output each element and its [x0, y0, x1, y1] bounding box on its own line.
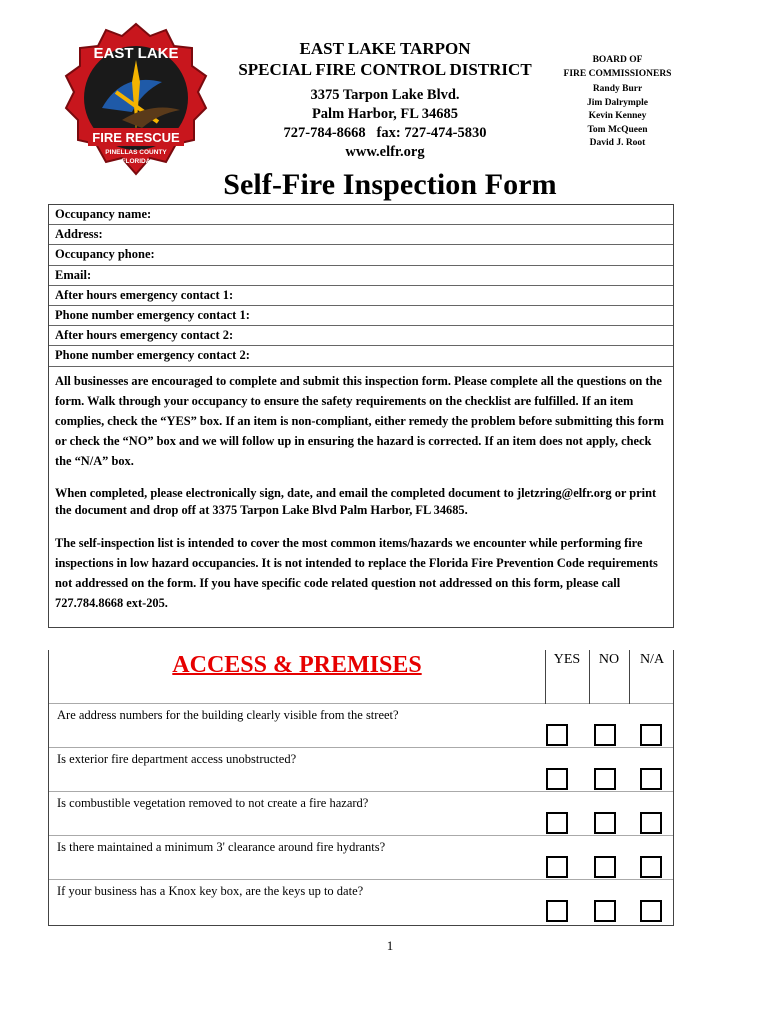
field-emergency-phone-1[interactable]: Phone number emergency contact 1:: [49, 306, 673, 326]
question-text: Is exterior fire department access unobstructed?: [57, 752, 297, 766]
org-city: Palm Harbor, FL 34685: [311, 106, 459, 122]
org-name-line1: EAST LAKE TARPON: [299, 39, 471, 58]
field-email[interactable]: Email:: [49, 266, 673, 286]
yes-checkbox[interactable]: [546, 900, 568, 922]
org-website: www.elfr.org: [345, 144, 425, 160]
question-text: If your business has a Knox key box, are the keys up to date?: [57, 884, 364, 898]
na-checkbox[interactable]: [640, 900, 662, 922]
svg-text:EAST LAKE: EAST LAKE: [93, 45, 179, 62]
section-header: [49, 650, 673, 704]
board-title-line2: FIRE COMMISSIONERS: [563, 68, 672, 79]
form-title: Self-Fire Inspection Form: [223, 168, 557, 201]
section-title: ACCESS & PREMISES: [172, 652, 422, 678]
no-checkbox[interactable]: [594, 768, 616, 790]
no-checkbox[interactable]: [594, 900, 616, 922]
board-member: Tom McQueen: [587, 124, 648, 135]
yes-checkbox[interactable]: [546, 724, 568, 746]
org-phones: 727-784-8668 fax: 727-474-5830: [283, 125, 487, 141]
yes-checkbox[interactable]: [546, 812, 568, 834]
question-text: Are address numbers for the building clearly visible from the street?: [57, 708, 399, 722]
field-emergency-phone-2[interactable]: Phone number emergency contact 2:: [49, 346, 673, 366]
org-street: 3375 Tarpon Lake Blvd.: [310, 87, 460, 103]
column-yes: YES: [553, 652, 581, 667]
question-text: Is there maintained a minimum 3' clearance around fire hydrants?: [57, 840, 386, 854]
no-checkbox[interactable]: [594, 724, 616, 746]
occupancy-info-table: [48, 204, 674, 628]
checklist-row: [49, 704, 673, 748]
yes-checkbox[interactable]: [546, 856, 568, 878]
no-checkbox[interactable]: [594, 812, 616, 834]
checklist-row: [49, 880, 673, 924]
board-member: David J. Root: [589, 138, 646, 148]
board-member: Jim Dalrymple: [587, 97, 648, 108]
board-member: Kevin Kenney: [588, 111, 647, 121]
checklist-row: [49, 792, 673, 836]
instructions-paragraph: The self-inspection list is intended to cover the most common items/hazards we encounter while performing fire inspections in low hazard occupancies. It is not intended to replace the Florida Fire Prevention Code requirements not addressed on the form. If you have specific code related question not addressed on this form, please call 727.784.8668 ext-205.: [55, 535, 658, 610]
field-emergency-contact-1[interactable]: After hours emergency contact 1:: [49, 286, 673, 306]
question-text: Is combustible vegetation removed to not create a fire hazard?: [57, 796, 369, 810]
board-member: Randy Burr: [592, 84, 643, 94]
board-title-line1: BOARD OF: [592, 55, 643, 65]
page-number: 1: [386, 938, 394, 953]
field-emergency-contact-2[interactable]: After hours emergency contact 2:: [49, 326, 673, 346]
instructions-paragraph: When completed, please electronically sign, date, and email the completed document to jletzring@elfr.org or print the document and drop off at 3375 Tarpon Lake Blvd Palm Harbor, FL 34685.: [55, 485, 657, 517]
na-checkbox[interactable]: [640, 856, 662, 878]
svg-text:FLORIDA: FLORIDA: [121, 158, 151, 165]
access-premises-section: [48, 650, 674, 926]
field-address[interactable]: Address:: [49, 225, 673, 245]
no-checkbox[interactable]: [594, 856, 616, 878]
column-no: NO: [598, 652, 620, 667]
field-occupancy-phone[interactable]: Occupancy phone:: [49, 245, 673, 265]
yes-checkbox[interactable]: [546, 768, 568, 790]
svg-text:FIRE RESCUE: FIRE RESCUE: [92, 130, 180, 145]
board-of-commissioners: [555, 54, 680, 151]
organization-header: [215, 38, 555, 162]
checklist-row: [49, 748, 673, 792]
east-lake-fire-rescue-logo: [62, 22, 210, 182]
instructions-paragraph: All businesses are encouraged to complete and submit this inspection form. Please complete all the questions on the form. Walk through your occupancy to ensure the safety requirements on the checklist are fulfilled. If an item complies, check the “YES” box. If an item is non-compliant, either remedy the problem before submitting this form or check the “NO” box and we will follow up in ensuring the hazard is corrected. If an item does not apply, check the “N/A” box.: [55, 373, 664, 468]
checklist-row: [49, 836, 673, 880]
na-checkbox[interactable]: [640, 768, 662, 790]
na-checkbox[interactable]: [640, 724, 662, 746]
na-checkbox[interactable]: [640, 812, 662, 834]
org-name-line2: SPECIAL FIRE CONTROL DISTRICT: [238, 60, 532, 79]
column-na: N/A: [639, 652, 665, 667]
svg-text:PINELLAS COUNTY: PINELLAS COUNTY: [105, 149, 167, 156]
field-occupancy-name[interactable]: Occupancy name:: [49, 205, 673, 225]
instructions: [49, 367, 673, 627]
